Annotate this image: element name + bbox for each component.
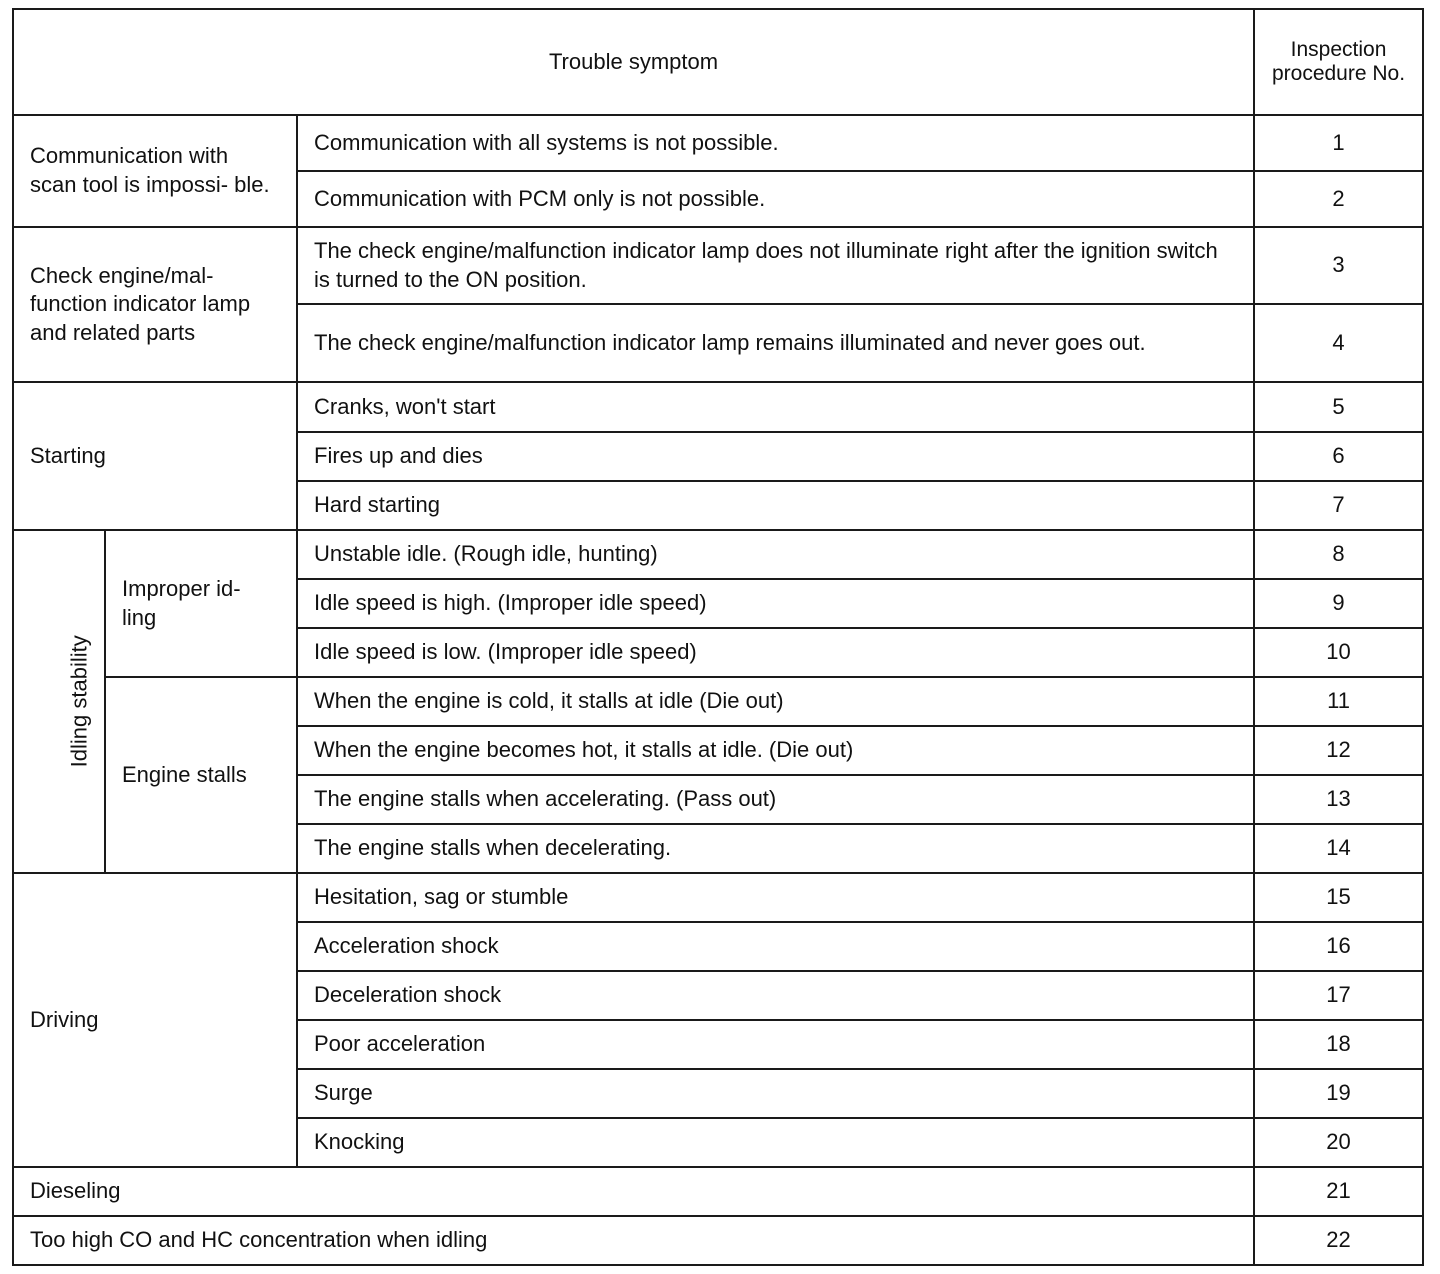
procedure-number: 17 (1254, 971, 1423, 1020)
table-row (13, 1167, 1423, 1216)
table-row (13, 1216, 1423, 1265)
procedure-number: 11 (1254, 677, 1423, 726)
symptom-dieseling: Dieseling (13, 1167, 1254, 1216)
header-inspection-procedure-no: Inspection procedure No. (1254, 9, 1423, 115)
symptom-cell: Idle speed is high. (Improper idle speed) (297, 579, 1254, 628)
procedure-number: 18 (1254, 1020, 1423, 1069)
category-driving: Driving (13, 873, 297, 1167)
table-row (13, 115, 1423, 171)
procedure-number: 22 (1254, 1216, 1423, 1265)
table-row (13, 873, 1423, 922)
symptom-cell: The engine stalls when accelerating. (Pass out) (297, 775, 1254, 824)
category-starting: Starting (13, 382, 297, 530)
subcategory-engine-stalls: Engine stalls (105, 677, 297, 873)
table-row (13, 677, 1423, 726)
symptom-cell: Idle speed is low. (Improper idle speed) (297, 628, 1254, 677)
procedure-number: 5 (1254, 382, 1423, 432)
procedure-number: 20 (1254, 1118, 1423, 1167)
procedure-number: 6 (1254, 432, 1423, 481)
symptom-cell: Acceleration shock (297, 922, 1254, 971)
symptom-cell: Deceleration shock (297, 971, 1254, 1020)
table-row (13, 382, 1423, 432)
symptom-cell: Communication with PCM only is not possible. (297, 171, 1254, 227)
procedure-number: 16 (1254, 922, 1423, 971)
procedure-number: 3 (1254, 227, 1423, 304)
procedure-number: 15 (1254, 873, 1423, 922)
symptom-cell: The check engine/malfunction indicator lamp remains illuminated and never goes out. (297, 304, 1254, 382)
symptom-cell: Surge (297, 1069, 1254, 1118)
symptom-cell: Poor acceleration (297, 1020, 1254, 1069)
procedure-number: 10 (1254, 628, 1423, 677)
procedure-number: 2 (1254, 171, 1423, 227)
symptom-cell: The check engine/malfunction indicator lamp does not illuminate right after the ignition switch is turned to the ON position. (297, 227, 1254, 304)
procedure-number: 21 (1254, 1167, 1423, 1216)
table-row (13, 227, 1423, 304)
symptom-cell: Unstable idle. (Rough idle, hunting) (297, 530, 1254, 579)
symptom-cell: When the engine is cold, it stalls at idle (Die out) (297, 677, 1254, 726)
symptom-cell: Cranks, won't start (297, 382, 1254, 432)
header-trouble-symptom: Trouble symptom (13, 9, 1254, 115)
procedure-number: 7 (1254, 481, 1423, 530)
procedure-number: 13 (1254, 775, 1423, 824)
category-idling-stability (13, 530, 105, 873)
symptom-cell: Communication with all systems is not possible. (297, 115, 1254, 171)
procedure-number: 14 (1254, 824, 1423, 873)
subcategory-improper-idling: Improper id- ling (105, 530, 297, 677)
procedure-number: 9 (1254, 579, 1423, 628)
procedure-number: 19 (1254, 1069, 1423, 1118)
symptom-cell: Fires up and dies (297, 432, 1254, 481)
symptom-co-hc: Too high CO and HC concentration when idling (13, 1216, 1254, 1265)
procedure-number: 1 (1254, 115, 1423, 171)
table-row (13, 530, 1423, 579)
procedure-number: 8 (1254, 530, 1423, 579)
symptom-cell: The engine stalls when decelerating. (297, 824, 1254, 873)
symptom-cell: Knocking (297, 1118, 1254, 1167)
idling-stability-label: Idling stability (66, 635, 92, 768)
symptom-cell: When the engine becomes hot, it stalls at idle. (Die out) (297, 726, 1254, 775)
symptom-cell: Hesitation, sag or stumble (297, 873, 1254, 922)
category-communication: Communication with scan tool is impossi- ble. (13, 115, 297, 227)
procedure-number: 12 (1254, 726, 1423, 775)
table-header-row (13, 9, 1423, 115)
symptom-cell: Hard starting (297, 481, 1254, 530)
category-check-engine: Check engine/mal- function indicator lamp and related parts (13, 227, 297, 382)
procedure-number: 4 (1254, 304, 1423, 382)
trouble-symptom-table (12, 8, 1424, 1266)
